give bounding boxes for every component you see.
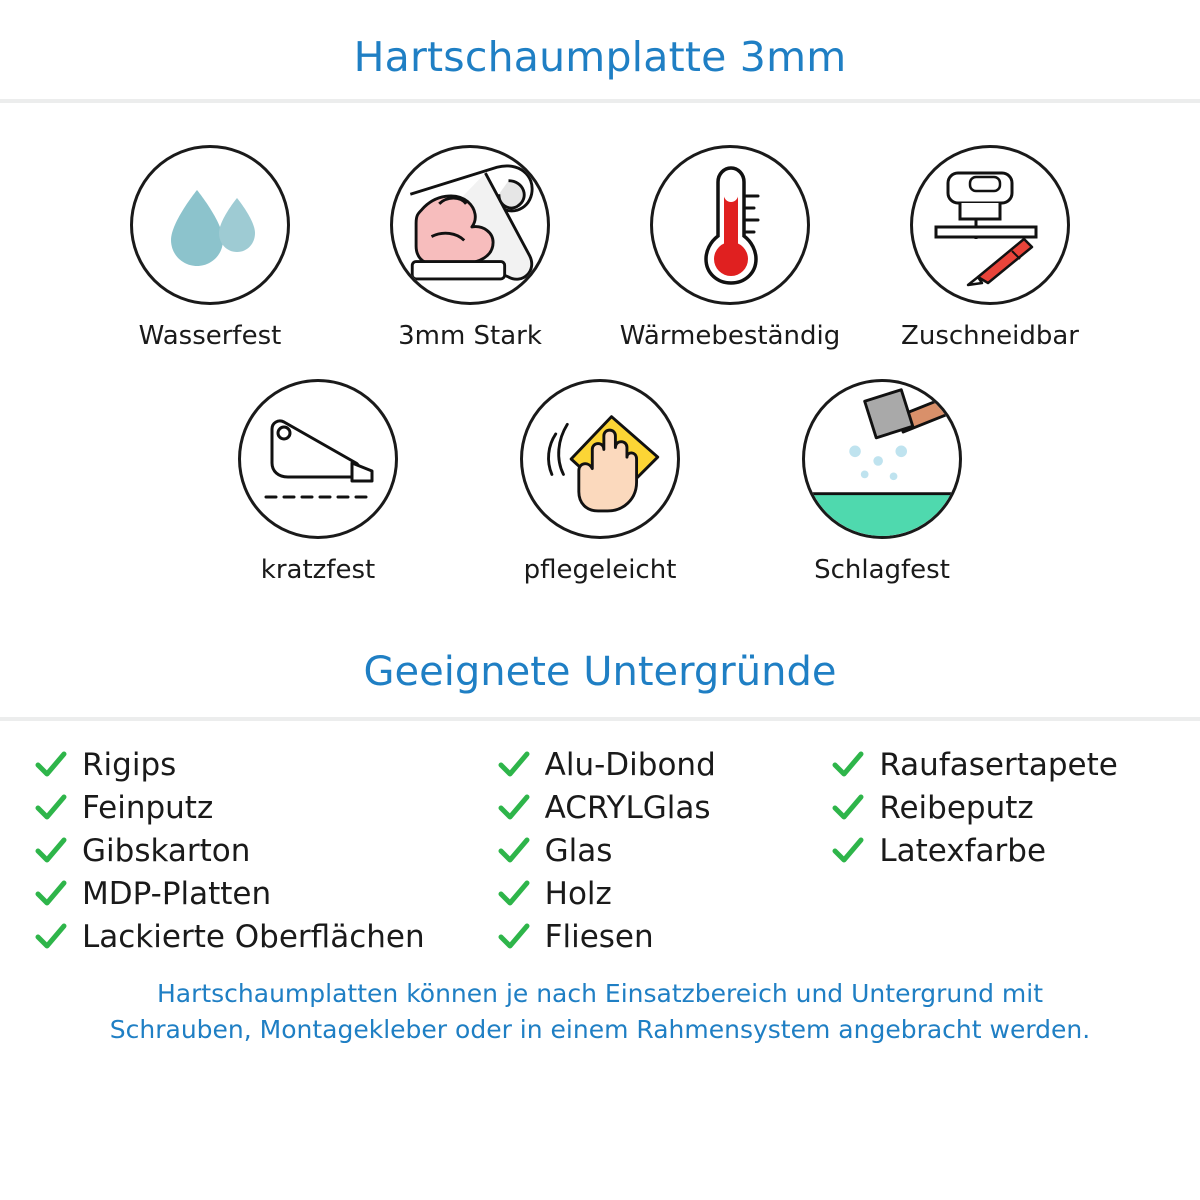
feature-3mm-stark [370, 145, 570, 351]
list-item-label: Reibeputz [879, 789, 1034, 826]
feature-label: Schlagfest [814, 555, 950, 585]
list-item [497, 786, 832, 829]
list-item-label: Alu-Dibond [544, 746, 716, 783]
feature-waermebestaendig [619, 145, 841, 351]
list-item [34, 872, 497, 915]
list-item [831, 829, 1166, 872]
check-icon [34, 834, 68, 868]
thermometer-icon [670, 160, 790, 290]
feature-label: Wärmebeständig [619, 321, 841, 351]
list-item [831, 786, 1166, 829]
check-icon [497, 920, 531, 954]
hammer-impact-icon [805, 379, 959, 539]
list-item [34, 786, 497, 829]
feature-label: Zuschneidbar [901, 321, 1079, 351]
list-item-label: Lackierte Oberflächen [82, 918, 425, 955]
list-item [34, 743, 497, 786]
list-item [497, 915, 832, 958]
list-item [34, 829, 497, 872]
title-divider [0, 99, 1200, 103]
list-item-label: Fliesen [544, 918, 654, 955]
page-title: Hartschaumplatte 3mm [353, 33, 847, 81]
feature-label: kratzfest [260, 555, 376, 585]
knife-scratch-icon [248, 389, 388, 529]
list-item [34, 915, 497, 958]
feature-icon-circle [520, 379, 680, 539]
feature-icon-circle [650, 145, 810, 305]
list-item [497, 743, 832, 786]
feature-pflegeleicht [500, 379, 700, 585]
check-icon [497, 748, 531, 782]
feature-label: 3mm Stark [398, 321, 542, 351]
substrates-column-1 [34, 743, 497, 958]
water-drops-icon [145, 160, 275, 290]
check-icon [831, 791, 865, 825]
list-item-label: Rigips [82, 746, 177, 783]
check-icon [34, 877, 68, 911]
list-item-label: Glas [544, 832, 613, 869]
feature-icon-circle [802, 379, 962, 539]
feature-icon-circle [238, 379, 398, 539]
list-item-label: MDP-Platten [82, 875, 272, 912]
jigsaw-cutter-icon [920, 155, 1060, 295]
footer-note-line-2: Schrauben, Montagekleber oder in einem Rahmensystem angebracht werden. [109, 1015, 1091, 1045]
check-icon [497, 834, 531, 868]
list-item-label: Raufasertapete [879, 746, 1118, 783]
list-item-label: Feinputz [82, 789, 214, 826]
footer-note [0, 958, 1200, 1049]
substrates-column-3 [831, 743, 1166, 958]
list-item [497, 872, 832, 915]
list-item-label: ACRYLGlas [544, 789, 711, 826]
check-icon [34, 920, 68, 954]
feature-schlagfest [782, 379, 982, 585]
list-item-label: Holz [544, 875, 612, 912]
header [0, 0, 1200, 103]
check-icon [497, 791, 531, 825]
check-icon [831, 834, 865, 868]
feature-row-1 [0, 145, 1200, 351]
check-icon [497, 877, 531, 911]
substrates-title: Geeignete Untergründe [363, 649, 837, 695]
feature-row-2 [0, 379, 1200, 585]
list-item-label: Gibskarton [82, 832, 251, 869]
cleaning-hand-cloth-icon [523, 379, 677, 539]
check-icon [34, 748, 68, 782]
feature-icon-circle [390, 145, 550, 305]
check-icon [34, 791, 68, 825]
feature-zuschneidbar [890, 145, 1090, 351]
substrates-list [0, 721, 1200, 958]
strong-arm-icon [393, 145, 547, 305]
feature-label: Wasserfest [138, 321, 282, 351]
list-item-label: Latexfarbe [879, 832, 1047, 869]
feature-icon-circle [130, 145, 290, 305]
substrates-column-2 [497, 743, 832, 958]
footer-note-line-1: Hartschaumplatten können je nach Einsatzbereich und Untergrund mit [156, 979, 1044, 1008]
list-item [497, 829, 832, 872]
feature-label: pflegeleicht [523, 555, 677, 585]
list-item [831, 743, 1166, 786]
feature-icon-circle [910, 145, 1070, 305]
check-icon [831, 748, 865, 782]
feature-kratzfest [218, 379, 418, 585]
feature-wasserfest [110, 145, 310, 351]
